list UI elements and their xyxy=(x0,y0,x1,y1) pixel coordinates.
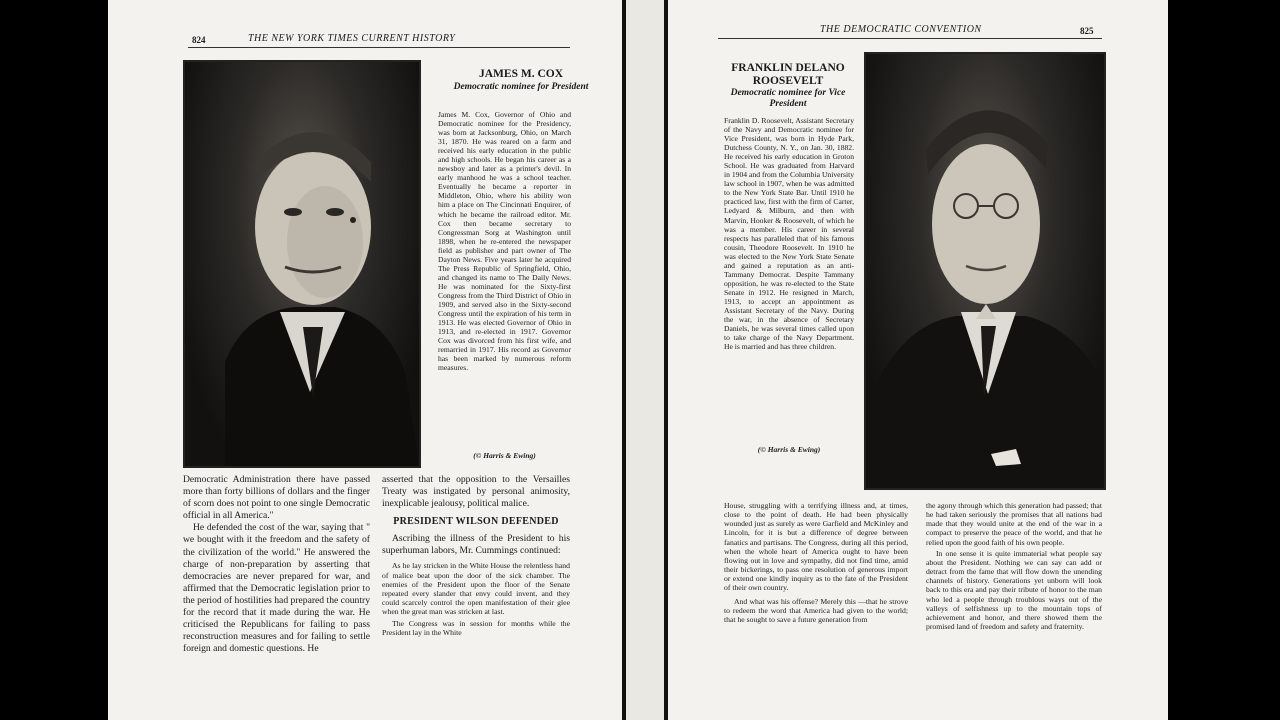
header-rule xyxy=(718,38,1102,39)
running-header: THE DEMOCRATIC CONVENTION xyxy=(820,24,982,35)
paragraph: House, struggling with a terrifying illness and, at times, close to the point of death. He had been physically wounded just as surely as were Garfield and McKinley and Lincoln, for it is but a difference of degree between fanatics and partisans. The Congress, during all this period, when the whole heart of America ought to have been flowing out in love and sympathy, did not find time, amid their bickerings, to pass one resolution of generous import or extend one kindly inquiry as to the fate of the President of their own country. xyxy=(724,501,908,593)
paragraph: asserted that the opposition to the Versailles Treaty was instigated by personal animosity, inexplicable jealousy, political malice. xyxy=(382,474,570,510)
left-page xyxy=(108,0,622,720)
section-heading: PRESIDENT WILSON DEFENDED xyxy=(393,516,559,528)
cox-bio: James M. Cox, Governor of Ohio and Democratic nominee for the Presidency, was born at Jacksonburg, Ohio, on March 31, 1870. He was reared on a farm and received his early education in the public and high schools. He began his career as a newsboy and later as a printer's devil. In early manhood he was a school teacher. Eventually he became a reporter in Middleton, Ohio, where his ability won him a place on The Cincinnati Enquirer, of which he became the railroad editor. Mr. Cox then became secretary to Congressman Sorg at Washington until 1898, when he re-entered the newspaper field as publisher and part owner of The Dayton News. Five years later he acquired The Press Republic of Springfield, Ohio, and changed its name to The Daily News. He was nominated for the Sixty-first Congress from the Third District of Ohio in 1909, and served also in the Sixty-second Congress until the expiration of his term in 1913. He was elected Governor of Ohio in 1913, and re-elected in 1917. Governor Cox was divorced from his first wife, and remarried in 1917. His record as Governor has been marked by numerous reform measures. xyxy=(438,110,571,373)
cox-name: JAMES M. COX xyxy=(478,68,563,80)
quote-paragraph: The Congress was in session for months while the President lay in the White xyxy=(382,618,570,637)
cox-subtitle: Democratic nominee for President xyxy=(453,82,589,92)
name-line: FRANKLIN DELANO xyxy=(731,62,845,74)
cox-portrait-photo xyxy=(183,60,421,468)
running-header: THE NEW YORK TIMES CURRENT HISTORY xyxy=(248,33,456,44)
roosevelt-name xyxy=(718,62,858,88)
roosevelt-bio: Franklin D. Roosevelt, Assistant Secretary of the Navy and Democratic nominee for Vice President, was born in Hyde Park, Dutchess County, N. Y., on Jan. 30, 1882. He received his early education in Groton School. He was graduated from Harvard in 1904 and from the Columbia University law school in 1907, when he was admitted to the New York State Bar. Until 1910 he practiced law, first with the firm of Carter, Ledyard & Milburn, and then with Marvin, Hooker & Roosevelt, of which he was a member. His career in several respects has paralleled that of his famous cousin, Theodore Roosevelt. In 1910 he was elected to the New York State Senate and gained a reputation as an anti-Tammany Democrat. Despite Tammany opposition, he was re-elected to the State Senate in 1912. He resigned in March, 1913, to accept an appointment as Assistant Secretary of the Navy. During the war, in the absence of Secretary Daniels, he was several times called upon to take charge of the Navy Department. He is married and has three children. xyxy=(724,116,854,352)
paragraph: And what was his offense? Merely this —that he strove to redeem the word that America had given to the world; that he sought to save a future generation from xyxy=(724,596,908,624)
roosevelt-photo-credit: (© Harris & Ewing) xyxy=(757,445,821,454)
right-page xyxy=(668,0,1168,720)
left-column-1 xyxy=(183,474,370,655)
right-column-1 xyxy=(724,501,908,624)
right-column-2 xyxy=(926,501,1102,631)
header-rule xyxy=(188,47,570,48)
roosevelt-portrait-photo xyxy=(864,52,1106,490)
paragraph: Democratic Administration there have passed more than forty billions of dollars and the finger of scorn does not point to one single Democratic official in all America." xyxy=(183,474,370,522)
paragraph: the agony through which this generation had passed; that he had taken seriously the promises that all nations had made that they would unite at the end of the war in a compact to preserve the peace of the world, and that he relied upon the good faith of his own people. xyxy=(926,501,1102,547)
left-column-2 xyxy=(382,474,570,637)
page-number: 825 xyxy=(1080,26,1094,36)
page-number: 824 xyxy=(192,35,206,45)
paragraph: In one sense it is quite immaterial what people say about the President. Nothing we can say can add or detract from the fame that will flow down the unending channels of history. Generations yet unborn will look back to this era and pay their tribute of honor to the man who led a people through troublous ways out of the valleys of selfishness up to the mountain tops of achievement and honor, and there showed them the promised land of freedom and safety and fraternity. xyxy=(926,548,1102,632)
paragraph: He defended the cost of the war, saying that " we bought with it the freedom and the safety of the civilization of the world." He answered the charge of non-preparation by asserting that democracies are never prepared for war, and affirmed that the Democratic legislation prior to the period of hostilities had prepared the country for the record that it made during the war. He criticised the Republicans for failing to pass reconstruction measures and for failing to settle foreign and domestic questions. He xyxy=(183,522,370,655)
cox-photo-credit: (© Harris & Ewing) xyxy=(473,451,536,460)
quote-paragraph: As he lay stricken in the White House the relentless hand of malice beat upon the door of the sick chamber. The enemies of the President upon the floor of the Senate repeated every slander that envy could invent, and they could scarcely control the open manifestation of their glee when the great man was stricken at last. xyxy=(382,561,570,617)
book-spine-gap xyxy=(626,0,664,720)
paragraph: Ascribing the illness of the President to his superhuman labors, Mr. Cummings continued: xyxy=(382,533,570,557)
roosevelt-subtitle: Democratic nominee for Vice President xyxy=(730,88,846,109)
name-line: ROOSEVELT xyxy=(752,75,824,87)
